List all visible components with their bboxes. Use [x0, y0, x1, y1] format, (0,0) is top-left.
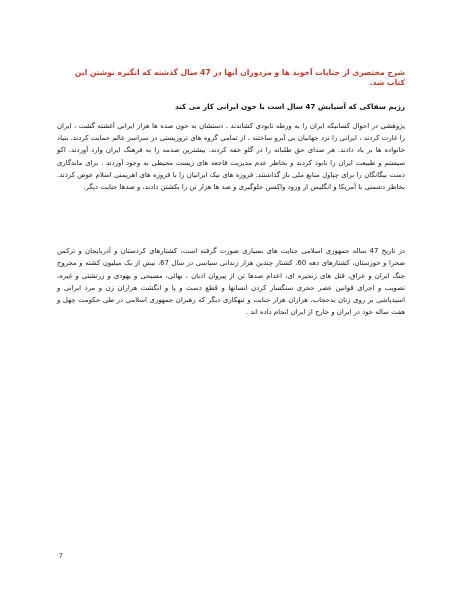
- page-content: [57, 68, 405, 318]
- document-subheading: رژیم سفاکی که آسیایش 47 سال است با خون ایرانی کار می کند: [174, 102, 405, 111]
- document-heading: شرح مختصری از جنایات آخوند ها و مزدوران آنها در 47 سال گذشته که انگیزه نوشتن این کتاب شد.: [74, 68, 405, 87]
- page-number: 7: [59, 553, 63, 560]
- paragraph-1: پژوهشی در احوال کسانیکه ایران را به ورطه نابودی کشاندند ، دستشان به خون صده ها هزار ایرانی آغشته گشت ، ایران را غارت کردند ، ایرانی را نزد جهانیان بی آبرو ساختند ، از تمامی گروه های تروریستی در سراسر عالم حمایت کردند. بنیاد خانواده ها بر باد دادند. هر صدای حق طلبانه را در گلو خفه کردند. بیشترین صدمه را به فرهنگ ایران وارد آوردند. اکو سیستم و طبیعت ایران را نابود کردند و بخاطر عدم مدیریت فاجعه های زیست محیطی به وجود آوردند . برای ماندگاری دست بیگانگان را برای چپاول منابع ملی باز گذاشتند. فروزه های نیک ایرانیان را با فروزه های اهریمنی اسلام عوض کردند. بخاطر دشمنی با آمریکا و انگلیس از ورود واکسن جلوگیری و صد ها هزار تن را بکشتن دادند، و صدها جنایت دیگر.: [57, 122, 405, 192]
- paragraph-2: در تاریخ 47 ساله جمهوری اسلامی جنایت های بسیاری صورت گرفته است، کشتارهای کردستان و آذربایجان و ترکمن صحرا و خوزستان، کشتارهای دهه 60، کشتار چندین هزار زندانی سیاسی در سال 67، بیش از یک میلیون کشته و مجروح جنگ ایران و عراق، قتل های زنجیره ای، اعدام صدها تن از پیروان ادیان ، بهائی، مسیحی و یهودی و زرتشتی و غیره، تصویب و اجرای قوانین عصر حجری سنگسار کردن انسانها و قطع دست و پا و انگشت هزاران زن و مرد ایرانی و اسیدپاشی بر روی زنان بدحجاب، هزاران هزار جنایت و تبهکاری دیگر که رهبران جمهوری اسلامی در طی حکومت چهل و هفت ساله خود در ایران و خارج از ایران انجام داده اند .: [57, 247, 405, 317]
